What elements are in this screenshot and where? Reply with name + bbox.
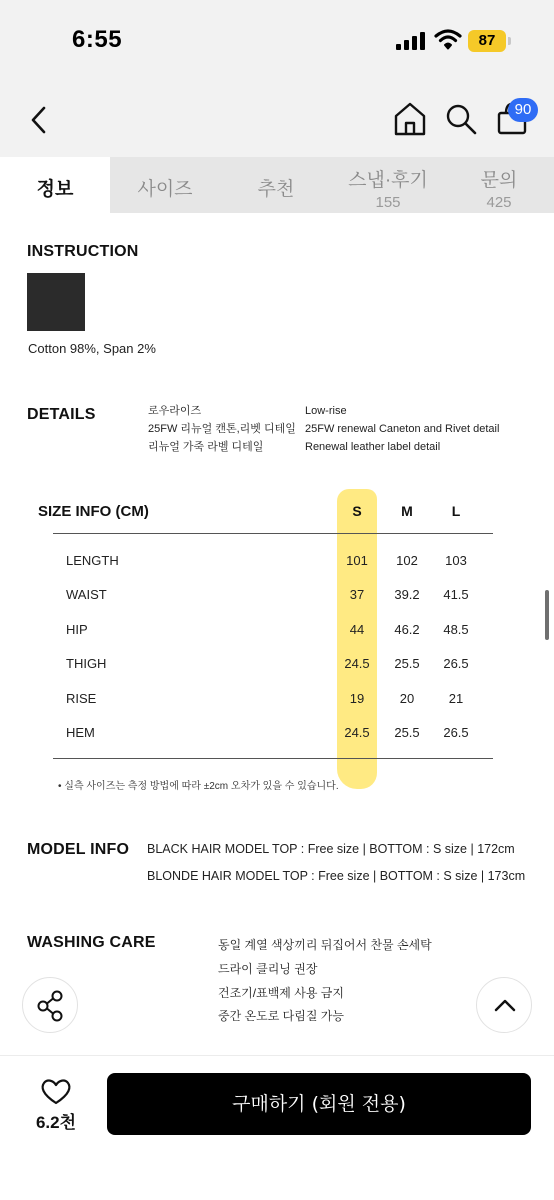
washing-care-line: 드라이 클리닝 권장 xyxy=(218,962,318,976)
size-cell: 41.5 xyxy=(443,587,469,602)
size-row-label: RISE xyxy=(66,691,97,706)
cart-count-badge: 90 xyxy=(508,98,538,122)
tab-label: 사이즈 xyxy=(137,179,193,200)
size-col-m: M xyxy=(401,503,413,519)
size-cell: 25.5 xyxy=(394,725,420,740)
size-cell: 20 xyxy=(399,691,415,706)
washing-care-line: 중간 온도로 다림질 가능 xyxy=(218,1009,344,1023)
product-tabs xyxy=(0,157,554,213)
back-chevron-icon[interactable] xyxy=(24,100,54,140)
size-cell: 24.5 xyxy=(344,725,370,740)
size-cell: 44 xyxy=(349,622,365,637)
size-info-title: SIZE INFO (CM) xyxy=(38,503,149,520)
tab-inquiry[interactable] xyxy=(444,157,554,213)
tab-label: 정보 xyxy=(36,179,74,200)
details-en-2: 25FW renewal Caneton and Rivet detail xyxy=(305,423,500,435)
size-cell: 24.5 xyxy=(344,656,370,671)
size-row-label: HEM xyxy=(66,725,95,740)
tab-label: 문의 xyxy=(480,170,518,191)
size-row-label: THIGH xyxy=(66,656,107,671)
size-cell: 21 xyxy=(448,691,464,706)
model-info-title: MODEL INFO xyxy=(27,841,130,858)
size-cell: 46.2 xyxy=(394,622,420,637)
tab-label: 스냅·후기 xyxy=(348,170,428,191)
details-ko-1: 로우라이즈 xyxy=(148,405,202,417)
model-info-line: BLONDE HAIR MODEL TOP : Free size | BOTTOM : S size | 173cm xyxy=(147,869,526,883)
battery-level: 87 xyxy=(478,32,496,49)
model-info-line: BLACK HAIR MODEL TOP : Free size | BOTTOM : S size | 172cm xyxy=(147,842,515,856)
instruction-title: INSTRUCTION xyxy=(27,243,139,260)
details-en-1: Low-rise xyxy=(305,405,347,417)
details-title: DETAILS xyxy=(27,406,96,423)
details-ko-3: 리뉴얼 가죽 라벨 디테일 xyxy=(148,441,264,453)
size-cell: 48.5 xyxy=(443,622,469,637)
tab-label: 추천 xyxy=(257,179,295,200)
size-cell: 39.2 xyxy=(394,587,420,602)
tab-count: 425 xyxy=(486,194,512,211)
size-cell: 26.5 xyxy=(443,656,469,671)
home-icon[interactable] xyxy=(392,100,428,138)
size-row-label: HIP xyxy=(66,622,88,637)
top-area xyxy=(0,0,554,157)
size-cell: 26.5 xyxy=(443,725,469,740)
tab-size[interactable] xyxy=(110,157,220,213)
size-col-l: L xyxy=(451,503,461,519)
scroll-to-top-button[interactable] xyxy=(476,977,532,1033)
status-time: 6:55 xyxy=(72,26,123,53)
tab-recommend[interactable] xyxy=(220,157,332,213)
battery-icon xyxy=(468,30,506,52)
size-cell: 25.5 xyxy=(394,656,420,671)
tab-count: 155 xyxy=(375,194,401,211)
size-s-highlight xyxy=(337,489,377,789)
size-cell: 37 xyxy=(349,587,365,602)
scroll-indicator[interactable] xyxy=(545,590,549,640)
size-col-s: S xyxy=(352,503,362,519)
size-cell: 102 xyxy=(396,553,418,568)
size-cell: 19 xyxy=(349,691,365,706)
size-row-label: WAIST xyxy=(66,587,107,602)
tab-snap-review[interactable] xyxy=(332,157,444,213)
bottom-bar-divider xyxy=(0,1055,554,1056)
chevron-up-icon xyxy=(477,978,533,1034)
buy-button[interactable]: 구매하기 (회원 전용) xyxy=(107,1073,531,1135)
size-table-bottom-rule xyxy=(53,758,493,759)
washing-care-line: 건조기/표백제 사용 금지 xyxy=(218,986,344,1000)
search-icon[interactable] xyxy=(444,102,478,136)
size-row-label: LENGTH xyxy=(66,553,119,568)
details-en-3: Renewal leather label detail xyxy=(305,441,441,453)
color-swatch xyxy=(27,273,85,331)
tab-info[interactable] xyxy=(0,157,110,213)
details-ko-2: 25FW 리뉴얼 캔톤,리벳 디테일 xyxy=(148,423,296,435)
size-note: • 실측 사이즈는 측정 방법에 따라 ±2cm 오차가 있을 수 있습니다. xyxy=(58,781,339,792)
cellular-signal-icon xyxy=(396,32,426,50)
wifi-icon xyxy=(434,28,462,50)
size-cell: 101 xyxy=(346,553,368,568)
like-count: 6.2천 xyxy=(35,1113,77,1132)
heart-icon xyxy=(24,1075,88,1107)
size-table-top-rule xyxy=(53,533,493,534)
material-text: Cotton 98%, Span 2% xyxy=(28,341,156,356)
share-icon xyxy=(23,978,79,1034)
size-cell: 103 xyxy=(445,553,467,568)
washing-care-title: WASHING CARE xyxy=(27,934,156,951)
share-button[interactable] xyxy=(22,977,78,1033)
battery-cap xyxy=(508,37,511,45)
washing-care-line: 동일 계열 색상끼리 뒤집어서 찬물 손세탁 xyxy=(218,938,432,952)
